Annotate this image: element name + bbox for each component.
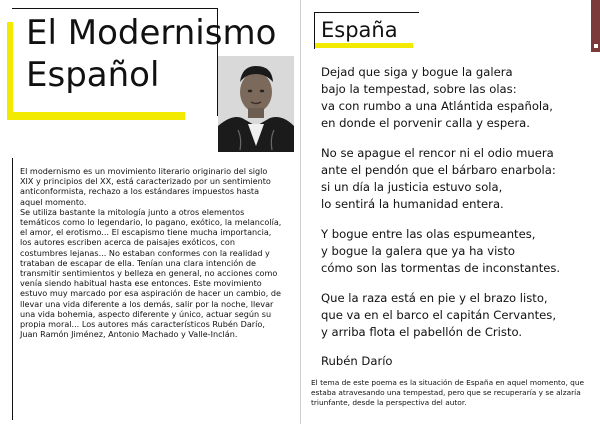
poem-title: España bbox=[321, 18, 398, 42]
title-line-2: Español bbox=[26, 55, 160, 95]
poem-line: Y bogue entre las olas espumeantes, bbox=[321, 227, 536, 241]
poem-stanza bbox=[321, 145, 591, 213]
poem-title-accent bbox=[315, 43, 413, 48]
poem-stanza bbox=[321, 290, 591, 341]
poem-line: ante el pendón que el bárbaro enarbola: bbox=[321, 163, 556, 177]
poem bbox=[321, 64, 591, 354]
poem-line: en donde el porvenir calla y espera. bbox=[321, 116, 530, 130]
right-page bbox=[301, 0, 600, 424]
poem-note: El tema de este poema es la situación de España en aquel momento, que estaba atravesando una tempestad, pero que se recuperaría y se alzaría triunfante, desde la perspectiva del autor. bbox=[311, 378, 585, 407]
poem-line: y arriba flota el pabellón de Cristo. bbox=[321, 325, 523, 339]
title-accent-horizontal bbox=[7, 112, 185, 120]
author-portrait bbox=[218, 56, 294, 152]
body-paragraph: El modernismo es un movimiento literario originario del siglo XIX y principios del XX, está caracterizado por un sentimiento anticonformista, rechazo a los estándares impuestos hasta aquel momento. bbox=[20, 166, 271, 207]
poem-line: bajo la tempestad, sobre las olas: bbox=[321, 82, 517, 96]
poem-stanza bbox=[321, 64, 591, 132]
title-accent-vertical bbox=[7, 22, 13, 120]
body-text bbox=[20, 166, 282, 339]
poem-line: Dejad que siga y bogue la galera bbox=[321, 65, 513, 79]
corner-tab-dot bbox=[594, 44, 598, 48]
poem-stanza bbox=[321, 226, 591, 277]
poem-line: que va en el barco el capitán Cervantes, bbox=[321, 308, 557, 322]
poem-line: va con rumbo a una Atlántida española, bbox=[321, 99, 553, 113]
portrait-image bbox=[218, 56, 294, 152]
poem-line: No se apague el rencor ni el odio muera bbox=[321, 146, 554, 160]
poem-line: lo sentirá la humanidad entera. bbox=[321, 197, 504, 211]
poem-line: si un día la justicia estuvo sola, bbox=[321, 180, 503, 194]
poem-line: cómo son las tormentas de inconstantes. bbox=[321, 261, 561, 275]
body-frame-line bbox=[12, 158, 13, 420]
body-paragraph: Se utiliza bastante la mitología junto a otros elementos temáticos como lo legendario, lo pagano, exótico, la melancolía, el amor, el erotismo... El escapismo tiene mucha importancia, los autores escriben acerca de paisajes exóticos, con costumbres lejanas... No estaban conformes con la realidad y trataban de escapar de ella. Tenían una clara intención de transmitir sentimientos y belleza en general, no acciones como venía siendo habitual hasta ese entonces. Este movimiento estuvo muy marcado por esa aspiración de hacer un cambio, de llevar una vida diferente a los demás, salir por la noche, llevar una vida bohemia, aspecto diferente y único, actuar según su propia moral... Los autores más característicos Rubén Darío, Juan Ramón Jiménez, Antonio Machado y Valle-Inclán. bbox=[20, 206, 282, 340]
poem-line: y bogue la galera que ya ha visto bbox=[321, 244, 515, 258]
poem-line: Que la raza está en pie y el brazo listo, bbox=[321, 291, 548, 305]
poem-author: Rubén Darío bbox=[321, 354, 393, 368]
title-line-1: El Modernismo bbox=[26, 13, 277, 53]
